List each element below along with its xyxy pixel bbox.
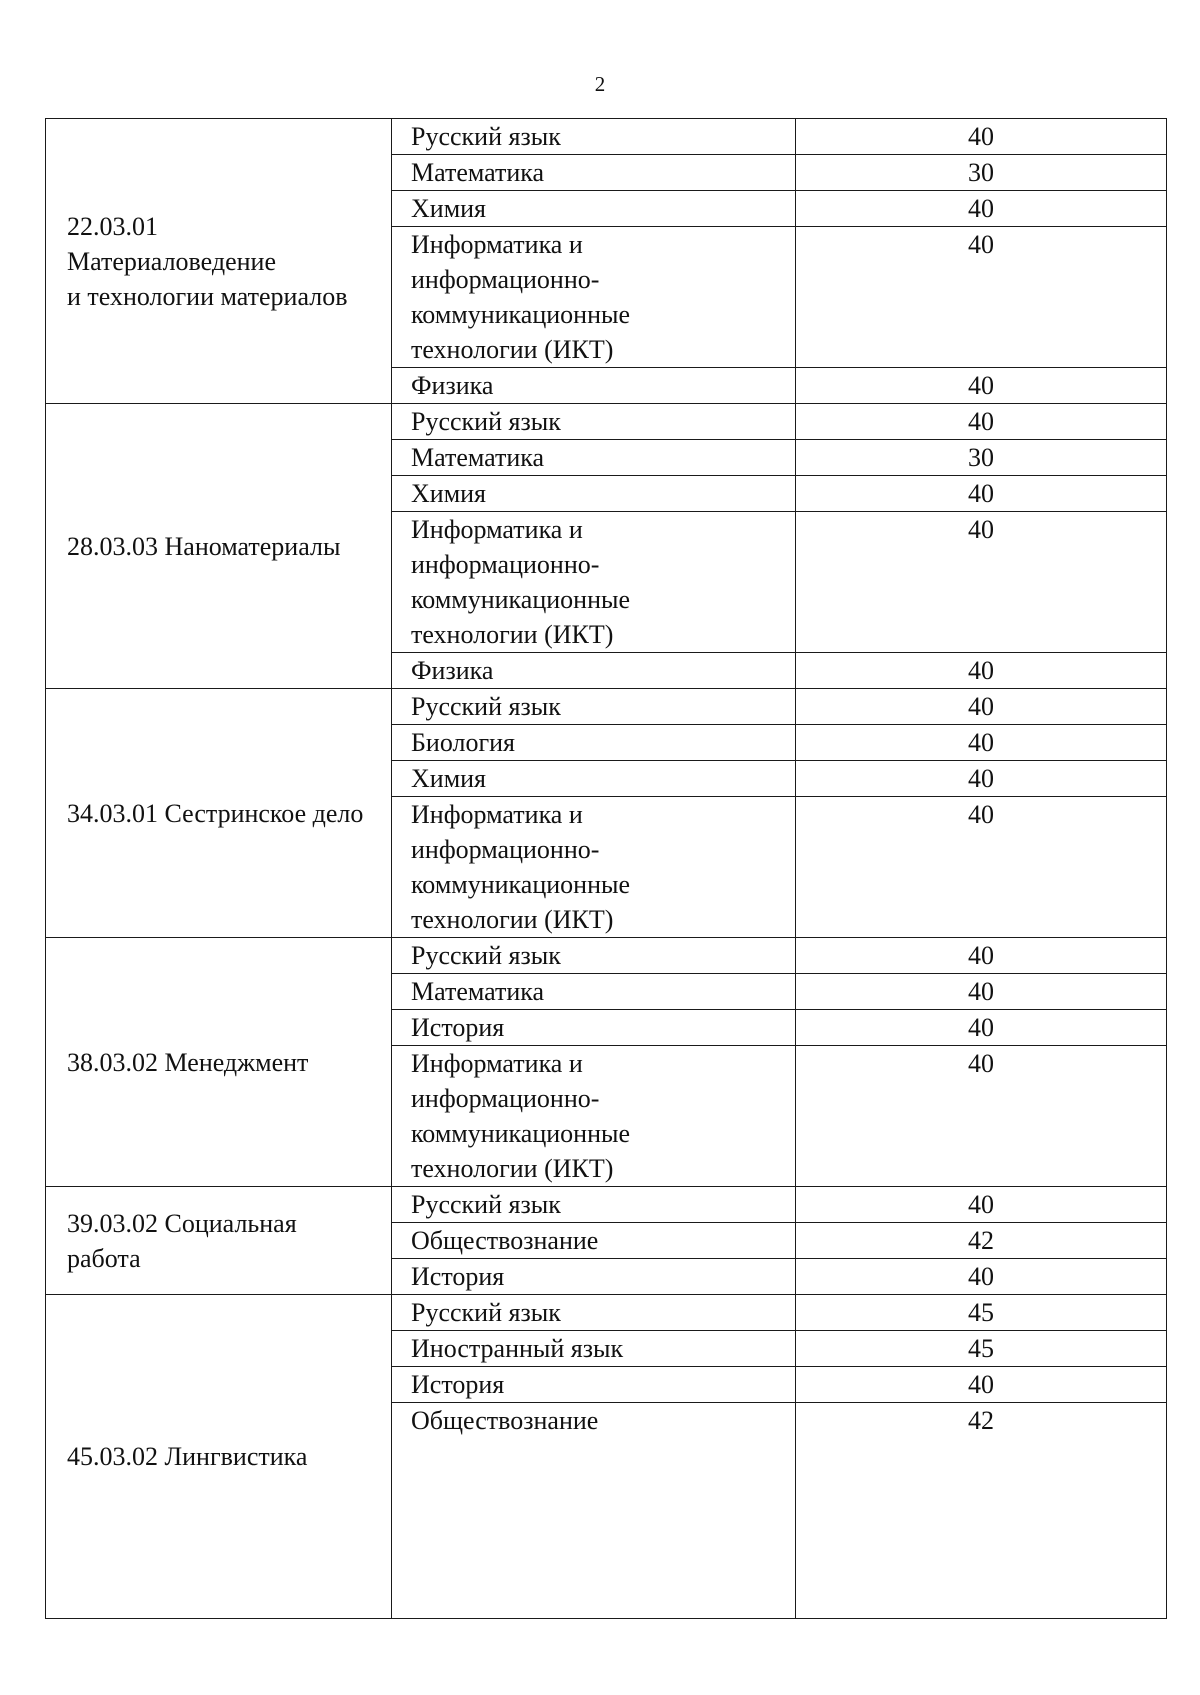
program-name: 22.03.01 Материаловедение и технологии материалов bbox=[46, 119, 392, 404]
subject-name: Русский язык bbox=[392, 404, 796, 440]
minimum-score: 40 bbox=[796, 689, 1167, 725]
minimum-score: 40 bbox=[796, 974, 1167, 1010]
subject-name: Русский язык bbox=[392, 1187, 796, 1223]
minimum-score: 40 bbox=[796, 797, 1167, 938]
minimum-score: 40 bbox=[796, 1367, 1167, 1403]
minimum-score: 42 bbox=[796, 1223, 1167, 1259]
subject-name: Иностранный язык bbox=[392, 1331, 796, 1367]
subject-name: История bbox=[392, 1259, 796, 1295]
minimum-score: 40 bbox=[796, 119, 1167, 155]
minimum-score: 40 bbox=[796, 1187, 1167, 1223]
subject-name: Информатика и информационно- коммуникационные технологии (ИКТ) bbox=[392, 512, 796, 653]
table-row bbox=[46, 1295, 1167, 1331]
minimum-score: 40 bbox=[796, 1010, 1167, 1046]
table-row bbox=[46, 119, 1167, 155]
table-body bbox=[46, 119, 1167, 1619]
subject-name: Обществознание bbox=[392, 1223, 796, 1259]
subject-name: Математика bbox=[392, 974, 796, 1010]
program-name: 34.03.01 Сестринское дело bbox=[46, 689, 392, 938]
subject-name: Информатика и информационно- коммуникационные технологии (ИКТ) bbox=[392, 1046, 796, 1187]
minimum-score: 30 bbox=[796, 155, 1167, 191]
minimum-score: 40 bbox=[796, 938, 1167, 974]
minimum-score: 45 bbox=[796, 1295, 1167, 1331]
program-name: 28.03.03 Наноматериалы bbox=[46, 404, 392, 689]
subject-name: История bbox=[392, 1367, 796, 1403]
minimum-score: 40 bbox=[796, 368, 1167, 404]
minimum-score: 40 bbox=[796, 1259, 1167, 1295]
table-row bbox=[46, 1187, 1167, 1223]
minimum-score: 40 bbox=[796, 761, 1167, 797]
minimum-score: 40 bbox=[796, 512, 1167, 653]
subject-name: Математика bbox=[392, 155, 796, 191]
minimum-score: 40 bbox=[796, 653, 1167, 689]
minimum-score: 45 bbox=[796, 1331, 1167, 1367]
subject-name: Русский язык bbox=[392, 119, 796, 155]
admission-scores-table bbox=[45, 118, 1167, 1619]
minimum-score: 40 bbox=[796, 725, 1167, 761]
minimum-score: 40 bbox=[796, 1046, 1167, 1187]
subject-name: Химия bbox=[392, 476, 796, 512]
subject-name: Русский язык bbox=[392, 938, 796, 974]
subject-name: Информатика и информационно- коммуникационные технологии (ИКТ) bbox=[392, 797, 796, 938]
minimum-score: 40 bbox=[796, 227, 1167, 368]
subject-name: Физика bbox=[392, 653, 796, 689]
minimum-score: 30 bbox=[796, 440, 1167, 476]
subject-name: Физика bbox=[392, 368, 796, 404]
page-number: 2 bbox=[594, 72, 606, 96]
minimum-score: 40 bbox=[796, 191, 1167, 227]
subject-name: Русский язык bbox=[392, 1295, 796, 1331]
program-name: 39.03.02 Социальная работа bbox=[46, 1187, 392, 1295]
minimum-score: 40 bbox=[796, 476, 1167, 512]
subject-name: Биология bbox=[392, 725, 796, 761]
subject-name: Математика bbox=[392, 440, 796, 476]
subject-name: История bbox=[392, 1010, 796, 1046]
program-name: 45.03.02 Лингвистика bbox=[46, 1295, 392, 1619]
subject-name: Химия bbox=[392, 761, 796, 797]
minimum-score: 40 bbox=[796, 404, 1167, 440]
minimum-score: 42 bbox=[796, 1403, 1167, 1619]
subject-name: Русский язык bbox=[392, 689, 796, 725]
subject-name: Химия bbox=[392, 191, 796, 227]
table-row bbox=[46, 404, 1167, 440]
table-row bbox=[46, 689, 1167, 725]
subject-name: Информатика и информационно- коммуникационные технологии (ИКТ) bbox=[392, 227, 796, 368]
program-name: 38.03.02 Менеджмент bbox=[46, 938, 392, 1187]
subject-name: Обществознание bbox=[392, 1403, 796, 1619]
table-row bbox=[46, 938, 1167, 974]
